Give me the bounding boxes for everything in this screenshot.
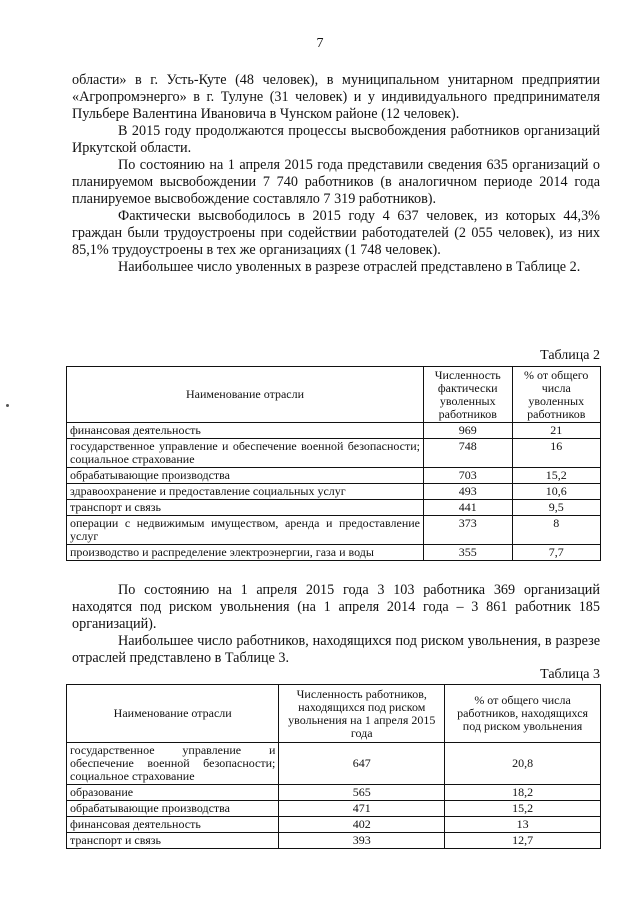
- count-cell: 703: [424, 468, 512, 484]
- paragraph-2: В 2015 году продолжаются процессы высвобождения работников организаций Иркутской области.: [72, 123, 600, 156]
- table2-caption: Таблица 2: [540, 348, 600, 363]
- table3-header-industry: Наименование отрасли: [67, 685, 279, 743]
- paragraph-4: Фактически высвободилось в 2015 году 4 637 человек, из которых 44,3% граждан были трудоустроены при содействии работодателей (2 055 человек), из них 85,1% трудоустроены в тех же организациях (1 748 человек).: [72, 208, 600, 258]
- page-number: 7: [316, 36, 324, 51]
- table2-header-industry: Наименование отрасли: [67, 367, 424, 423]
- percent-cell: 12,7: [445, 833, 601, 849]
- table-row: [67, 468, 601, 484]
- table-3: [66, 684, 601, 849]
- percent-cell: 20,8: [445, 743, 601, 785]
- count-cell: 355: [424, 545, 512, 561]
- industry-cell: производство и распределение электроэнергии, газа и воды: [67, 545, 424, 561]
- table2-header-row: [67, 367, 601, 423]
- industry-cell: государственное управление и обеспечение военной безопасности; социальное страхование: [67, 439, 424, 468]
- count-cell: 441: [424, 500, 512, 516]
- count-cell: 493: [424, 484, 512, 500]
- table-row: [67, 801, 601, 817]
- percent-cell: 18,2: [445, 785, 601, 801]
- industry-cell: обрабатывающие производства: [67, 468, 424, 484]
- industry-cell: образование: [67, 785, 279, 801]
- count-cell: 565: [279, 785, 445, 801]
- industry-cell: государственное управление и обеспечение военной безопасности; социальное страхование: [67, 743, 279, 785]
- count-cell: 373: [424, 516, 512, 545]
- paragraph-1: области» в г. Усть-Куте (48 человек), в муниципальном унитарном предприятии «Агропромэнерго» в г. Тулуне (31 человек) и у индивидуального предпринимателя Пульбере Валентина Ивановича в Чунском районе (12 человек).: [72, 72, 600, 122]
- table-row: [67, 439, 601, 468]
- table3-header-count: Численность работников, находящихся под риском увольнения на 1 апреля 2015 года: [279, 685, 445, 743]
- percent-cell: 8: [512, 516, 601, 545]
- industry-cell: финансовая деятельность: [67, 423, 424, 439]
- table3-caption: Таблица 3: [540, 667, 600, 682]
- count-cell: 969: [424, 423, 512, 439]
- count-cell: 393: [279, 833, 445, 849]
- industry-cell: транспорт и связь: [67, 833, 279, 849]
- table-row: [67, 500, 601, 516]
- paragraph-6: По состоянию на 1 апреля 2015 года 3 103 работника 369 организаций находятся под риском увольнения (на 1 апреля 2014 года – 3 861 работник 185 организаций).: [72, 582, 600, 632]
- table2-header-percent: % от общего числа уволенных работников: [512, 367, 601, 423]
- count-cell: 471: [279, 801, 445, 817]
- table-2: [66, 366, 601, 561]
- percent-cell: 21: [512, 423, 601, 439]
- percent-cell: 7,7: [512, 545, 601, 561]
- percent-cell: 15,2: [512, 468, 601, 484]
- paragraph-7: Наибольшее число работников, находящихся под риском увольнения, в разрезе отраслей представлено в Таблице 3.: [72, 633, 600, 666]
- table-row: [67, 423, 601, 439]
- count-cell: 647: [279, 743, 445, 785]
- percent-cell: 16: [512, 439, 601, 468]
- table3-header-percent: % от общего числа работников, находящихся под риском увольнения: [445, 685, 601, 743]
- percent-cell: 15,2: [445, 801, 601, 817]
- percent-cell: 10,6: [512, 484, 601, 500]
- industry-cell: здравоохранение и предоставление социальных услуг: [67, 484, 424, 500]
- table-row: [67, 484, 601, 500]
- paragraph-3: По состоянию на 1 апреля 2015 года представили сведения 635 организаций о планируемом высвобождении 7 740 работников (в аналогичном периоде 2014 года планируемое высвобождение составляло 7 319 работников).: [72, 157, 600, 207]
- percent-cell: 9,5: [512, 500, 601, 516]
- table-row: [67, 545, 601, 561]
- table3-header-row: [67, 685, 601, 743]
- table-row: [67, 516, 601, 545]
- text-block-middle: [72, 582, 600, 667]
- percent-cell: 13: [445, 817, 601, 833]
- paragraph-5: Наибольшее число уволенных в разрезе отраслей представлено в Таблице 2.: [118, 259, 581, 275]
- industry-cell: транспорт и связь: [67, 500, 424, 516]
- table-row: [67, 817, 601, 833]
- table-row: [67, 833, 601, 849]
- industry-cell: обрабатывающие производства: [67, 801, 279, 817]
- table-row: [67, 785, 601, 801]
- table-row: [67, 743, 601, 785]
- scan-speck: [6, 404, 9, 407]
- industry-cell: финансовая деятельность: [67, 817, 279, 833]
- count-cell: 748: [424, 439, 512, 468]
- text-block-top: [72, 72, 600, 276]
- count-cell: 402: [279, 817, 445, 833]
- table2-header-count: Численность фактически уволенных работников: [424, 367, 512, 423]
- industry-cell: операции с недвижимым имуществом, аренда и предоставление услуг: [67, 516, 424, 545]
